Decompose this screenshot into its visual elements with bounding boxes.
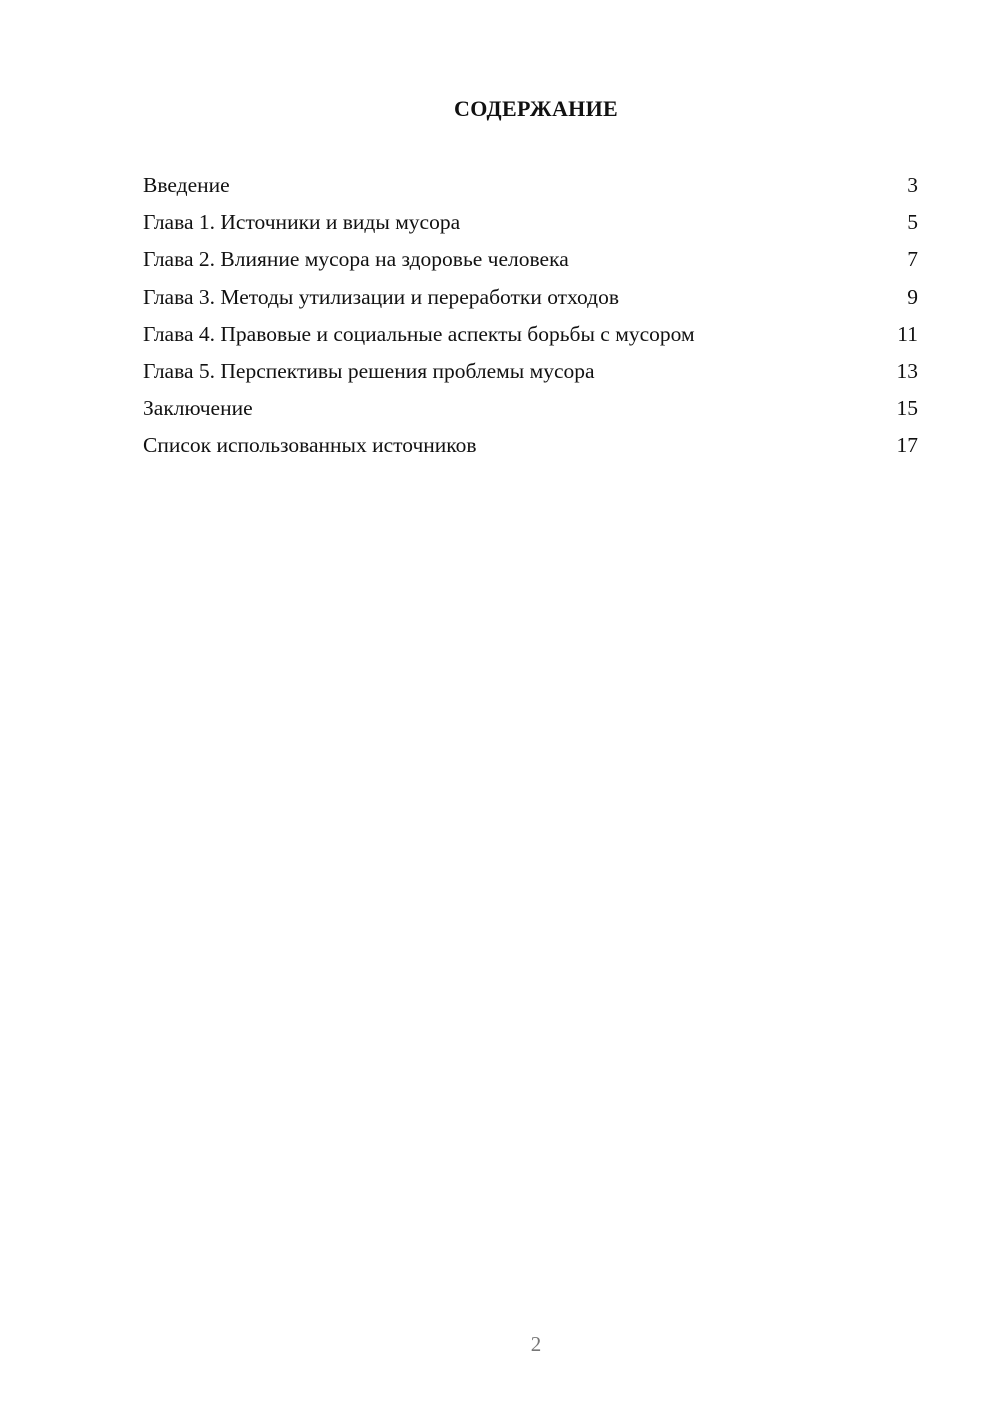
toc-entry-text: Глава 2. Влияние мусора на здоровье человека bbox=[143, 247, 569, 272]
toc-entry-text: Глава 4. Правовые и социальные аспекты борьбы с мусором bbox=[143, 321, 695, 346]
toc-entry-text: Глава 3. Методы утилизации и переработки отходов bbox=[143, 284, 619, 309]
page-title: СОДЕРЖАНИЕ bbox=[454, 96, 618, 121]
toc-entry-chapter-4[interactable] bbox=[143, 316, 918, 353]
toc-entry-chapter-5[interactable] bbox=[143, 353, 918, 390]
toc-entry-introduction[interactable] bbox=[143, 167, 918, 204]
toc-entry-chapter-1[interactable] bbox=[143, 204, 918, 241]
toc-entry-text: Список использованных источников bbox=[143, 433, 477, 458]
toc-entry-conclusion[interactable] bbox=[143, 390, 918, 427]
toc-entry-references[interactable] bbox=[143, 427, 918, 464]
toc-entry-page: 17 bbox=[896, 433, 918, 458]
toc-entry-text: Глава 1. Источники и виды мусора bbox=[143, 210, 461, 235]
toc-entry-page: 9 bbox=[907, 284, 918, 309]
page-number: 2 bbox=[530, 1332, 542, 1356]
toc-entry-page: 13 bbox=[896, 358, 918, 383]
toc-entry-chapter-2[interactable] bbox=[143, 241, 918, 278]
toc-entry-page: 5 bbox=[907, 210, 918, 235]
toc-entry-page: 7 bbox=[907, 247, 918, 272]
toc-entry-page: 11 bbox=[897, 321, 918, 346]
toc-entry-page: 3 bbox=[907, 173, 918, 197]
table-of-contents bbox=[143, 167, 918, 465]
toc-entry-chapter-3[interactable] bbox=[143, 279, 918, 316]
toc-entry-text: Введение bbox=[143, 173, 230, 197]
toc-entry-page: 15 bbox=[896, 396, 918, 421]
toc-entry-text: Глава 5. Перспективы решения проблемы мусора bbox=[143, 358, 595, 383]
toc-entry-text: Заключение bbox=[143, 396, 253, 421]
